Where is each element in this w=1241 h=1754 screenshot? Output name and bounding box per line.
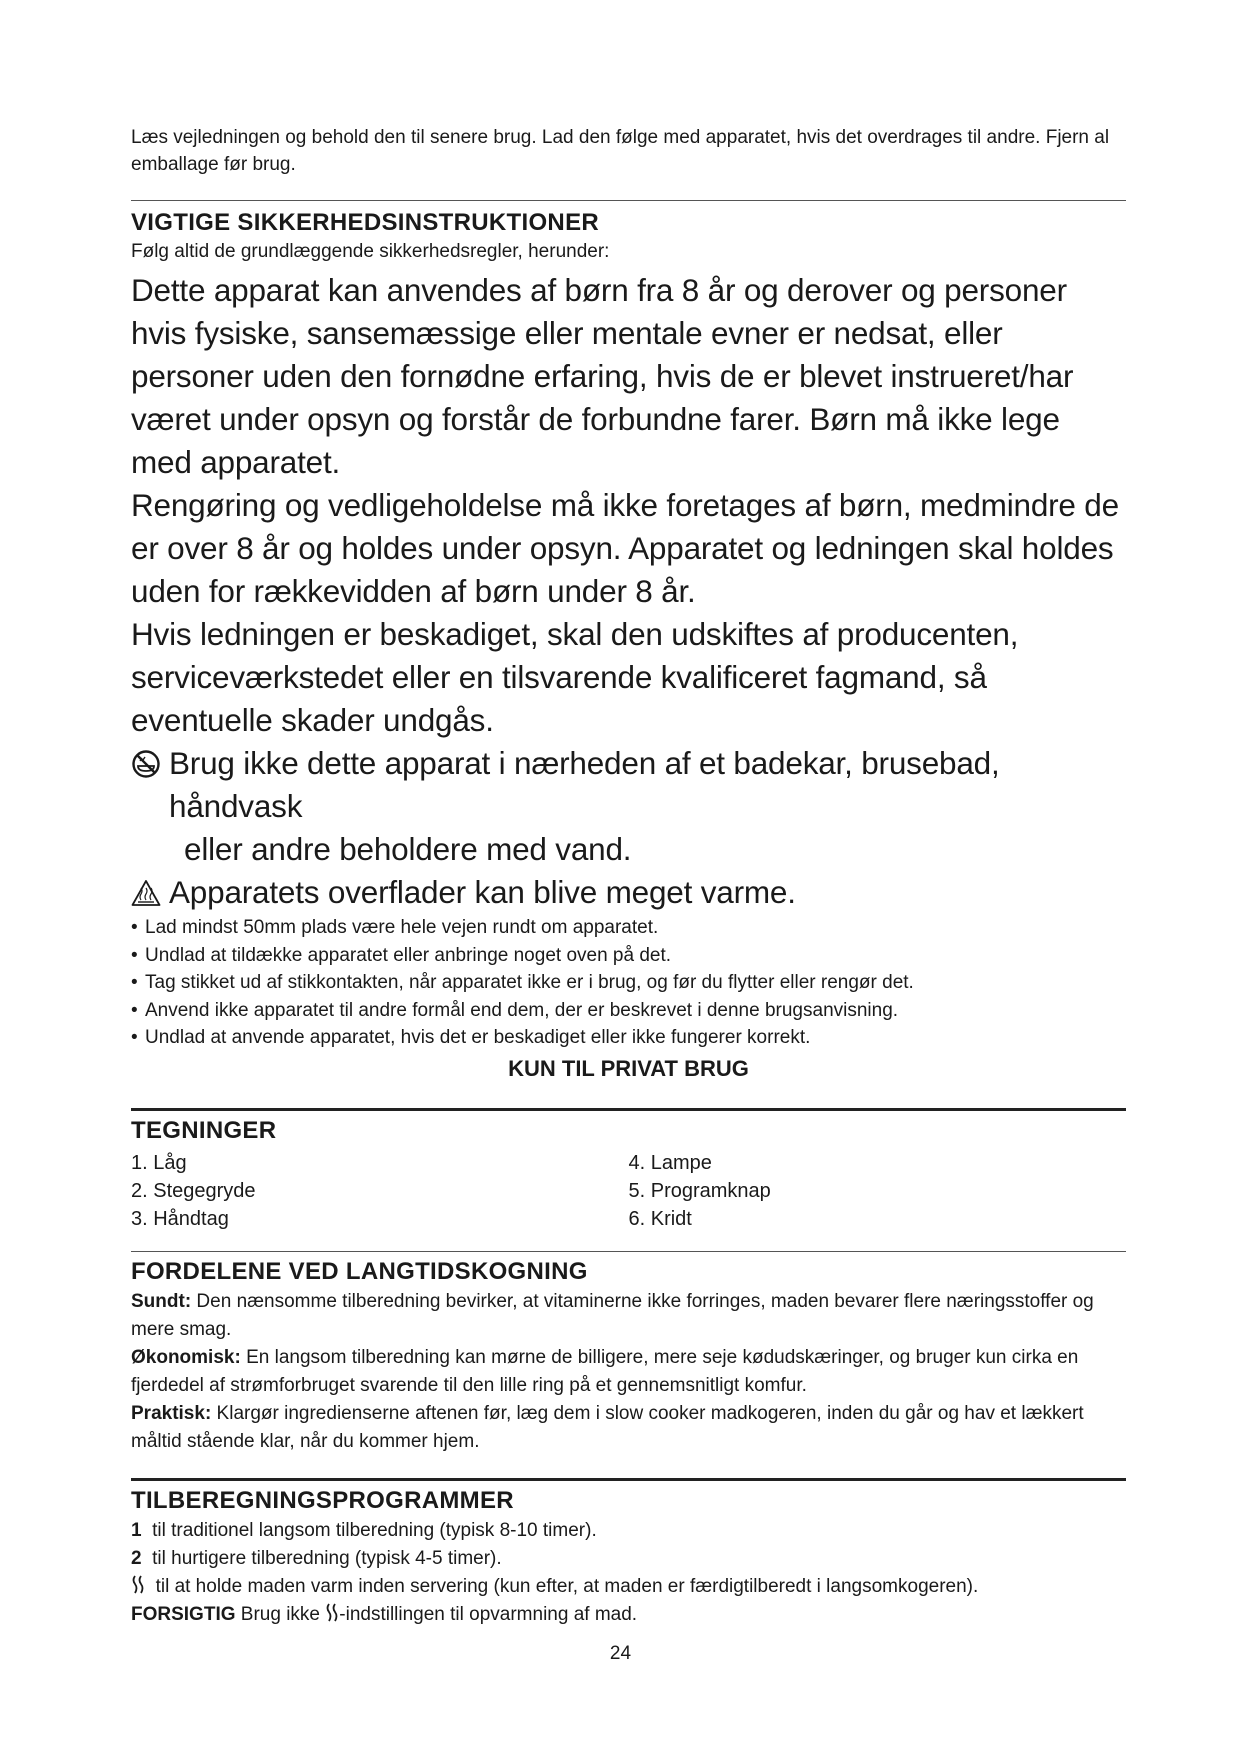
divider xyxy=(131,200,1126,201)
list-item: 3. Håndtag xyxy=(131,1207,229,1230)
list-item: 1. Låg xyxy=(131,1151,187,1174)
parts-list xyxy=(131,1149,1126,1233)
program-text: til at holde maden varm inden servering (kun efter, at maden er færdigtilberedt i langsomkogeren). xyxy=(155,1575,979,1597)
hot-surface-icon xyxy=(131,871,169,914)
caution-label: FORSIGTIG xyxy=(131,1603,236,1625)
bath-warning-text: Brug ikke dette apparat i nærheden af et badekar, brusebad, håndvask xyxy=(169,745,1000,824)
bath-warning-text-cont: eller andre beholdere med vand. xyxy=(184,831,632,867)
list-item: • Tag stikket ud af stikkontakten, når apparatet ikke er i brug, og før du flytter eller rengør det. xyxy=(131,969,1126,997)
safety-bullet-list xyxy=(131,914,1126,1052)
document-page xyxy=(131,124,1126,1629)
list-item: • Undlad at tildække apparatet eller anbringe noget oven på det. xyxy=(131,942,1126,970)
intro-text: Læs vejledningen og behold den til senere brug. Lad den følge med apparatet, hvis det overdrages til andre. Fjern al emballage før brug. xyxy=(131,127,1110,175)
programs-heading: TILBEREGNINGSPROGRAMMER xyxy=(131,1486,514,1514)
safety-lead: Følg altid de grundlæggende sikkerhedsregler, herunder: xyxy=(131,241,610,262)
benefit-text: Den nænsomme tilberedning bevirker, at vitaminerne ikke forringes, maden bevarer flere næringsstoffer og mere smag. xyxy=(131,1290,1094,1340)
safety-paragraph-cleaning: Rengøring og vedligeholdelse må ikke foretages af børn, medmindre de er over 8 år og holdes under opsyn. Apparatet og ledningen skal holdes uden for rækkevidden af børn under 8 år. xyxy=(131,487,1119,609)
program-number: 1 xyxy=(131,1519,142,1541)
hot-surface-text: Apparatets overflader kan blive meget varme. xyxy=(169,874,796,910)
program-text: til hurtigere tilberedning (typisk 4-5 timer). xyxy=(152,1547,502,1569)
program-number: 2 xyxy=(131,1547,142,1569)
list-item: 4. Lampe xyxy=(628,1151,712,1174)
list-item: • Undlad at anvende apparatet, hvis det er beskadiget eller ikke fungerer korrekt. xyxy=(131,1024,1126,1052)
list-item: • Anvend ikke apparatet til andre formål end dem, der er beskrevet i denne brugsanvisning. xyxy=(131,997,1126,1025)
parts-column-right xyxy=(629,1149,1127,1233)
benefit-healthy xyxy=(131,1288,1126,1344)
bath-warning xyxy=(131,742,1126,828)
benefit-economic xyxy=(131,1344,1126,1400)
benefit-label: Praktisk: xyxy=(131,1402,212,1424)
program-1 xyxy=(131,1517,1126,1545)
keep-warm-icon xyxy=(131,1575,145,1595)
private-use-notice: KUN TIL PRIVAT BRUG xyxy=(508,1055,749,1081)
caution-text: Brug ikke xyxy=(240,1603,320,1625)
benefit-text: En langsom tilberedning kan mørne de billigere, mere seje kødudskæringer, og bruger kun cirka en fjerdedel af strømforbruget svarende til den lille ring på et gennemsnitligt komfur. xyxy=(131,1346,1079,1396)
program-text: til traditionel langsom tilberedning (typisk 8-10 timer). xyxy=(152,1519,597,1541)
parts-column-left xyxy=(131,1149,629,1233)
safety-paragraph-children: Dette apparat kan anvendes af børn fra 8 år og derover og personer hvis fysiske, sansemæssige eller mentale evner er nedsat, eller personer uden den fornødne erfaring, hvis de er blevet instrueret/har været under opsyn og forstår de forbundne farer. Børn må ikke lege med apparatet. xyxy=(131,272,1074,480)
page-number: 24 xyxy=(609,1643,632,1664)
benefits-heading: FORDELENE VED LANGTIDSKOGNING xyxy=(131,1257,588,1285)
list-item: • Lad mindst 50mm plads være hele vejen rundt om apparatet. xyxy=(131,914,1126,942)
program-2 xyxy=(131,1545,1126,1573)
divider xyxy=(131,1251,1126,1252)
list-item: 6. Kridt xyxy=(628,1207,692,1230)
hot-surface-warning xyxy=(131,871,1126,914)
program-keep-warm xyxy=(131,1573,1126,1601)
divider xyxy=(131,1478,1126,1481)
benefit-text: Klargør ingredienserne aftenen før, læg dem i slow cooker madkogeren, inden du går og hav et lækkert måltid stående klar, når du kommer hjem. xyxy=(131,1402,1084,1452)
no-bath-icon xyxy=(131,742,169,785)
caution-note xyxy=(131,1601,1126,1629)
list-item: 2. Stegegryde xyxy=(131,1179,256,1202)
list-item: 5. Programknap xyxy=(628,1179,771,1202)
drawings-heading: TEGNINGER xyxy=(131,1116,277,1144)
caution-text: -indstillingen til opvarmning af mad. xyxy=(339,1603,638,1625)
benefit-practical xyxy=(131,1400,1126,1456)
safety-heading: VIGTIGE SIKKERHEDSINSTRUKTIONER xyxy=(131,209,600,236)
keep-warm-icon xyxy=(325,1603,339,1623)
benefit-label: Økonomisk: xyxy=(131,1346,241,1368)
benefit-label: Sundt: xyxy=(131,1290,192,1312)
divider xyxy=(131,1108,1126,1111)
safety-paragraph-cord: Hvis ledningen er beskadiget, skal den udskiftes af producenten, serviceværkstedet eller en tilsvarende kvalificeret fagmand, så eventuelle skader undgås. xyxy=(131,616,1019,738)
